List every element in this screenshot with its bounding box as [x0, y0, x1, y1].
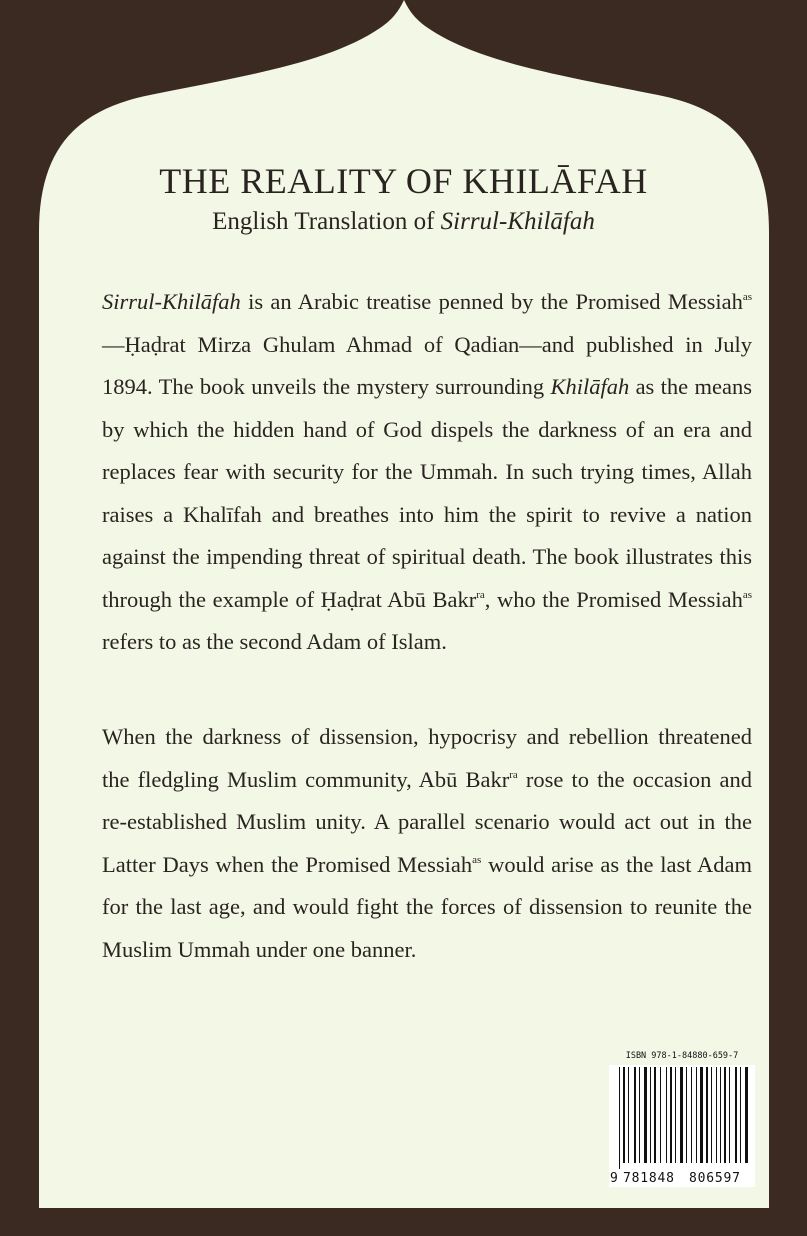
honorific-superscript: as — [472, 853, 482, 866]
barcode-bar — [720, 1067, 721, 1163]
subtitle-prefix: English Translation of — [212, 208, 441, 235]
isbn-group-2: 806597 — [689, 1170, 741, 1186]
barcode-bar — [691, 1067, 692, 1163]
barcode-bar — [686, 1067, 687, 1163]
barcode-bar — [706, 1067, 708, 1163]
honorific-superscript: as — [742, 588, 752, 601]
italic-text: Khilāfah — [550, 374, 630, 399]
barcode-bar — [680, 1067, 683, 1163]
barcode-bar — [716, 1067, 717, 1163]
italic-text: Sirrul-Khilāfah — [102, 289, 241, 314]
isbn-group-1: 781848 — [623, 1170, 675, 1186]
honorific-superscript: ra — [476, 588, 485, 601]
barcode-bar — [634, 1067, 636, 1163]
description-paragraph-1 — [102, 281, 752, 664]
barcode-bar — [660, 1067, 661, 1163]
barcode-bars — [609, 1065, 755, 1173]
barcode-bar — [619, 1067, 620, 1171]
book-subtitle — [0, 208, 807, 236]
book-title: THE REALITY OF KHILĀFAH — [159, 161, 648, 201]
text-run: rose to the occasion and re-established Muslim unity. A parallel scenario would act out in the Latter Days when the Promised Messiah — [102, 766, 752, 877]
barcode-bar — [623, 1067, 625, 1163]
barcode-bar — [700, 1067, 703, 1163]
isbn-label: ISBN 978-1-84880-659-7 — [625, 1051, 739, 1061]
barcode-bar — [654, 1067, 656, 1163]
description-paragraph-2 — [102, 716, 752, 971]
barcode-bar — [740, 1067, 741, 1163]
barcode-bar — [644, 1067, 647, 1163]
barcode-bar — [724, 1067, 726, 1163]
subtitle-italic: Sirrul-Khilāfah — [440, 208, 595, 235]
isbn-lead-digit: 9 — [610, 1170, 618, 1186]
text-run: as the means by which the hidden hand of God dispels the darkness of an era and replaces fear with security for the Ummah. In such trying times, Allah raises a Khalīfah and breathes into him the spirit to revive a nation against the impending threat of spiritual death. The book illustrates this through the example of Ḥaḍrat Abū Bakr — [102, 374, 752, 612]
barcode-bar — [628, 1067, 629, 1163]
isbn-digits — [609, 1169, 755, 1187]
barcode-bar — [670, 1067, 672, 1163]
barcode-bar — [639, 1067, 640, 1163]
barcode-bar — [729, 1067, 730, 1163]
text-run: , who the Promised Messiah — [484, 586, 743, 612]
barcode-bar — [745, 1067, 748, 1163]
text-run: refers to as the second Adam of Islam. — [102, 629, 447, 654]
text-run: would arise as the last Adam for the last age, and would fight the forces of dissension to reunite the Muslim Ummah under one banner. — [102, 851, 753, 962]
honorific-superscript: as — [742, 291, 752, 303]
barcode-bar — [711, 1067, 712, 1163]
barcode-bar — [735, 1067, 737, 1163]
text-run: is an Arabic treatise penned by the Promised Messiah — [240, 289, 743, 314]
text-run: When the darkness of dissension, hypocrisy and rebellion threatened the fledgling Muslim community, Abū Bakr — [102, 724, 752, 792]
barcode-bar — [666, 1067, 667, 1163]
honorific-superscript: ra — [509, 768, 518, 781]
barcode-bar — [696, 1067, 697, 1163]
text-run: —Ḥaḍrat Mirza Ghulam Ahmad of Qadian—and published in July 1894. The book unveils the mystery surrounding — [102, 331, 752, 399]
isbn-barcode — [609, 1051, 755, 1186]
barcode-bar — [675, 1067, 676, 1163]
barcode-bar — [650, 1067, 651, 1163]
